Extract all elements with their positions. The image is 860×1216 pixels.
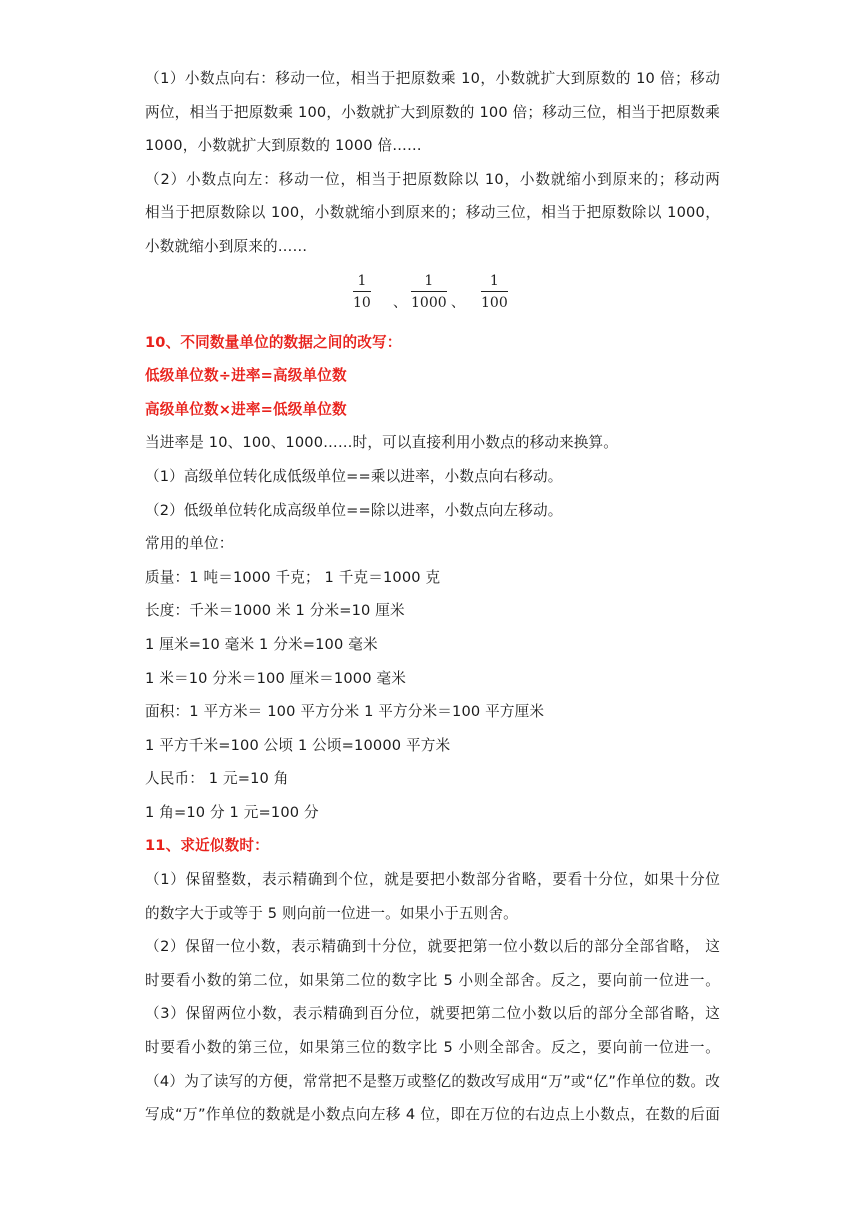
length-units-1: 长度：千米＝1000 米 1 分米=10 厘米	[145, 602, 405, 620]
fraction-separator: 、	[393, 294, 407, 311]
decimal-right-rule-line-3: 1000，小数就扩大到原数的 1000 倍……	[145, 137, 422, 155]
rounding-rule-3-line-1: （3）保留两位小数，表示精确到百分位，就要把第二位小数以后的部分全部省略，这	[145, 1005, 720, 1023]
length-units-2: 1 厘米=10 毫米 1 分米=100 毫米	[145, 635, 378, 653]
rounding-rule-2-line-1: （2）保留一位小数，表示精确到十分位，就要把第一位小数以后的部分全部省略， 这	[145, 938, 720, 956]
decimal-left-rule-line-1: （2）小数点向左：移动一位，相当于把原数除以 10，小数就缩小到原来的；移动两	[145, 170, 720, 188]
conversion-rule-2: （2）低级单位转化成高级单位==除以进率，小数点向左移动。	[145, 501, 563, 519]
area-units-1: 面积：1 平方米＝ 100 平方分米 1 平方分米＝100 平方厘米	[145, 703, 545, 721]
fraction-one-thousandth: 1 1000	[411, 272, 447, 311]
conversion-note: 当进率是 10、100、1000……时，可以直接利用小数点的移动来换算。	[145, 434, 619, 452]
document-page	[145, 62, 720, 1132]
fraction-one-tenth: 1 10	[353, 272, 371, 311]
fraction-one-hundredth: 1 100	[481, 272, 508, 311]
section-11-heading: 11、求近似数时：	[145, 837, 269, 855]
rounding-rule-1-line-1: （1）保留整数，表示精确到个位，就是要把小数部分省略，要看十分位，如果十分位	[145, 871, 720, 889]
rounding-rule-3-line-2: 时要看小数的第三位，如果第三位的数字比 5 小则全部舍。反之，要向前一位进一。	[145, 1039, 720, 1057]
section-10-heading: 10、不同数量单位的数据之间的改写：	[145, 333, 402, 351]
currency-units-2: 1 角=10 分 1 元=100 分	[145, 803, 319, 821]
rounding-rule-4-line-2: 写成“万”作单位的数就是小数点向左移 4 位，即在万位的右边点上小数点，在数的后面	[145, 1106, 720, 1124]
fraction-separator: 、	[451, 294, 465, 311]
length-units-3: 1 米＝10 分米＝100 厘米＝1000 毫米	[145, 669, 406, 687]
decimal-right-rule-line-1: （1）小数点向右：移动一位，相当于把原数乘 10，小数就扩大到原数的 10 倍；移动	[145, 70, 720, 87]
formula-low-to-high: 低级单位数÷进率=高级单位数	[145, 367, 347, 385]
rounding-rule-1-line-2: 的数字大于或等于 5 则向前一位进一。如果小于五则舍。	[145, 904, 518, 922]
area-units-2: 1 平方千米=100 公顷 1 公顷=10000 平方米	[145, 736, 451, 754]
formula-high-to-low: 高级单位数×进率=低级单位数	[145, 400, 347, 418]
decimal-left-rule-line-2: 相当于把原数除以 100，小数就缩小到原来的；移动三位，相当于把原数除以 1000，	[145, 204, 720, 222]
rounding-rule-4-line-1: （4）为了读写的方便，常常把不是整万或整亿的数改写成用“万”或“亿”作单位的数。改	[145, 1072, 720, 1090]
conversion-rule-1: （1）高级单位转化成低级单位==乘以进率，小数点向右移动。	[145, 467, 563, 485]
decimal-left-rule-line-3: 小数就缩小到原来的……	[145, 237, 308, 255]
rounding-rule-2-line-2: 时要看小数的第二位，如果第二位的数字比 5 小则全部舍。反之，要向前一位进一。	[145, 971, 720, 989]
decimal-right-rule-line-2: 两位，相当于把原数乘 100，小数就扩大到原数的 100 倍；移动三位，相当于把原数乘	[145, 103, 720, 121]
currency-units-1: 人民币： 1 元=10 角	[145, 770, 289, 788]
mass-units: 质量：1 吨＝1000 千克； 1 千克＝1000 克	[145, 568, 441, 586]
fraction-row	[145, 264, 720, 326]
common-units-label: 常用的单位：	[145, 535, 234, 553]
